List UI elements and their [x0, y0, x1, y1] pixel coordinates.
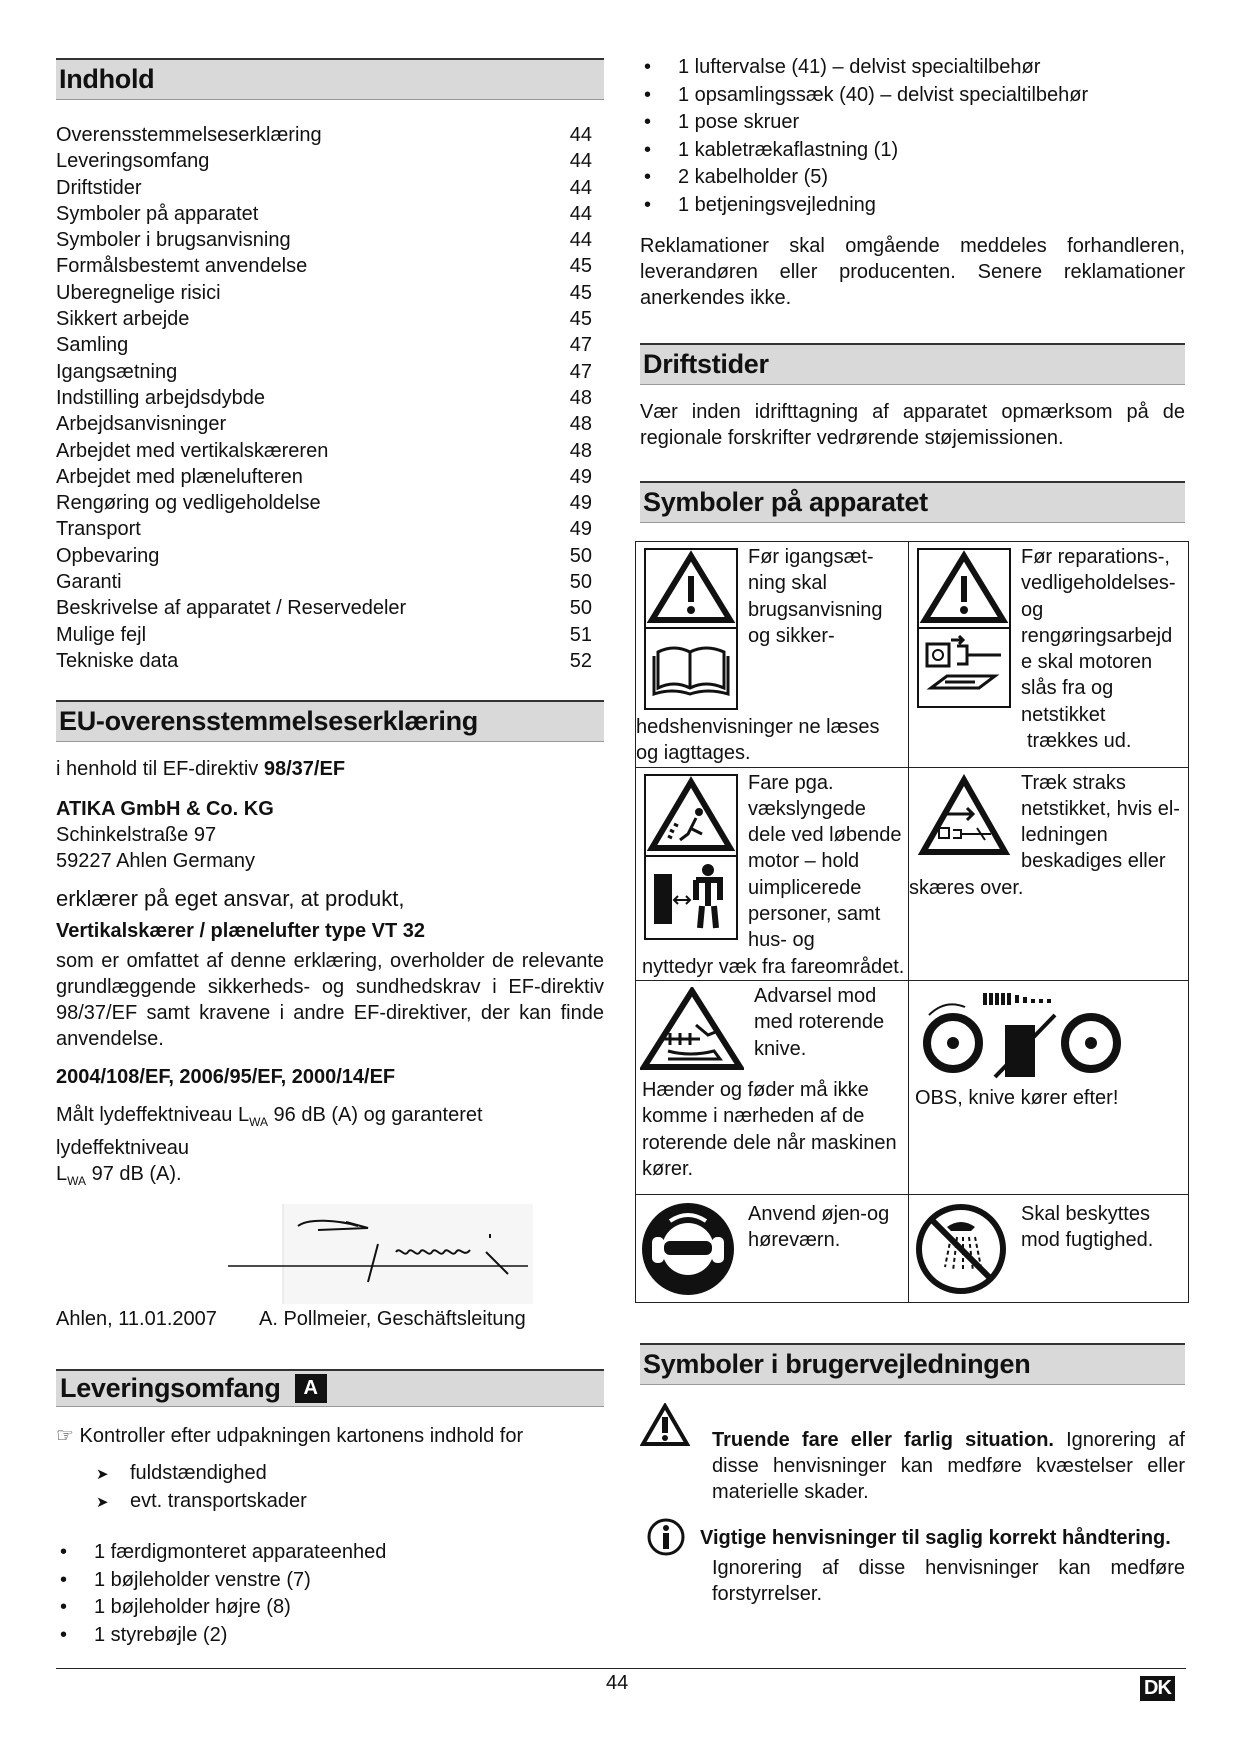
delivery-item: • 1 betjeningsvejledning [640, 192, 1185, 220]
toc-entry-label: Symboler på apparatet [56, 202, 259, 225]
toc-entry-label: Rengøring og vedligeholdelse [56, 492, 321, 515]
page-number: 44 [606, 1672, 629, 1694]
toc-entry-label: Formålsbestemt anvendelse [56, 255, 308, 278]
symbol-cell-knives-run-on [909, 980, 1189, 1194]
warning-rest: Ignorering af disse henvisninger kan medføre kvæstelser eller materielle skader. [712, 1428, 1185, 1503]
eu-title: EU-overensstemmelseserklæring [59, 706, 479, 737]
toc-entry [56, 411, 604, 437]
toc-entry-label: Arbejdet med plænelufteren [56, 465, 303, 488]
toc-entry [56, 385, 604, 411]
signer-name: A. Pollmeier, Geschäftsleitung [259, 1308, 526, 1331]
noise-sub-2: WA [67, 1174, 87, 1189]
company-name: ATIKA GmbH & Co. KG [56, 798, 274, 821]
toc-entry-page: 45 [569, 255, 592, 278]
toc-entry [56, 253, 604, 279]
check-item: ➤ fuldstændighed [96, 1459, 604, 1487]
toc-entry-page: 49 [569, 465, 592, 488]
noise-level: Målt lydeffektniveau $L_{WA}$ 96 dB (A) og garanteret lydeffektniveau $L_{WA}$ 97 dB (A). [56, 1104, 483, 1189]
manual-symbols-title: Symboler i brugervejledningen [643, 1348, 1031, 1379]
toc-entry [56, 648, 604, 674]
warning-triangle-icon [640, 1403, 690, 1447]
symbol-text-read-manual: Før igangsæt-ning skal brugsanvisning og sikker-hedshenvisninger ne læses og iagttages. [636, 546, 883, 765]
info-rest: Ignorering af disse henvisninger kan medføre forstyrrelser. [712, 1556, 1185, 1605]
delivery-check-text: Kontroller efter udpakningen kartonens indhold for [79, 1425, 524, 1448]
info-icon [646, 1517, 686, 1557]
symbols-heading [640, 481, 1185, 523]
toc-title: Indhold [59, 64, 155, 94]
toc-entry-page: 48 [569, 386, 592, 409]
toc-entry-page: 49 [569, 518, 592, 541]
toc-entry-label: Driftstider [56, 176, 142, 199]
toc-entry-label: Samling [56, 334, 129, 357]
delivery-item: • 1 luftervalse (41) – delvist specialtilbehør [640, 54, 1185, 82]
product-name: Vertikalskærer / plænelufter type VT 32 [56, 920, 426, 943]
toc-entry [56, 622, 604, 648]
toc-entry-page: 44 [569, 229, 592, 252]
toc-entry-label: Igangsætning [56, 360, 178, 383]
symbol-text-cable: Træk straks netstikket, hvis el-ledningen beskadiges eller skæres over. [909, 771, 1180, 899]
thrown-objects-warning-icon [644, 774, 738, 940]
warning-bold: Truende fare eller farlig situation. [712, 1428, 1054, 1451]
figure-letter-badge: A [295, 1374, 327, 1403]
left-column [56, 58, 604, 1649]
info-bold: Vigtige henvisninger til saglig korrekt håndtering. [700, 1526, 1171, 1549]
symbol-cell-unplug [909, 542, 1189, 768]
symbols-table [635, 541, 1189, 1303]
symbol-text-knives-run-on: OBS, knive kører efter! [915, 1086, 1119, 1109]
directives-list: 2004/108/EF, 2006/95/EF, 2000/14/EF [56, 1066, 396, 1089]
symbol-cell-read-manual [636, 542, 909, 768]
toc-entry-label: Arbejdet med vertikalskæreren [56, 439, 329, 462]
symbol-text-eye-ear-protection: Anvend øjen-og høreværn. [748, 1202, 890, 1252]
delivery-item: • 1 opsamlingssæk (40) – delvist specialtilbehør [640, 82, 1185, 110]
symbol-cell-thrown-parts [636, 767, 909, 980]
delivery-items-left [56, 1539, 604, 1649]
symbol-cell-rotating-knives [636, 980, 909, 1194]
footer-rule [56, 1668, 1186, 1669]
toc-entry [56, 227, 604, 253]
toc-entry [56, 569, 604, 595]
toc-entry-page: 48 [569, 439, 592, 462]
toc-heading [56, 58, 604, 100]
toc-entry-label: Uberegnelige risici [56, 281, 221, 304]
pointing-hand-icon: ☞ [56, 1425, 74, 1448]
toc-entry [56, 306, 604, 332]
toc-entry-page: 44 [569, 176, 592, 199]
toc-entry-label: Indstilling arbejdsdybde [56, 386, 266, 409]
toc-entry-page: 50 [569, 597, 592, 620]
blades-run-on-icon [915, 985, 1135, 1085]
toc-entry [56, 516, 604, 542]
toc-entry-page: 44 [569, 150, 592, 173]
toc-entry-label: Mulige fejl [56, 623, 147, 646]
symbol-text-unplug-end: trækkes ud. [1027, 730, 1132, 753]
info-explanation [640, 1517, 1185, 1607]
toc-entry-page: 48 [569, 413, 592, 436]
toc-entry-label: Leveringsomfang [56, 150, 210, 173]
check-item: ➤ evt. transportskader [96, 1487, 604, 1515]
signature-line [56, 1308, 604, 1331]
delivery-item: • 1 bøjleholder venstre (7) [56, 1567, 604, 1595]
delivery-item: • 1 styrebøjle (2) [56, 1622, 604, 1650]
toc-entry [56, 148, 604, 174]
delivery-title: Leveringsomfang [60, 1373, 281, 1404]
warning-explanation [640, 1403, 1185, 1505]
toc-entry [56, 332, 604, 358]
place-date: Ahlen, 11.01.2007 [56, 1308, 217, 1331]
toc-entry-page: 47 [569, 334, 592, 357]
symbol-text-rotating-knives-body: Hænder og føder må ikke komme i nærheden af de roterende dele når maskinen kører. [642, 1078, 897, 1180]
toc-entry-page: 50 [569, 544, 592, 567]
toc-entry [56, 122, 604, 148]
toc-entry [56, 464, 604, 490]
toc-entry-label: Beskrivelse af apparatet / Reservedeler [56, 597, 407, 620]
warning-text [712, 1403, 1185, 1505]
toc-entry-label: Overensstemmelseserklæring [56, 124, 322, 146]
toc-entry-page: 49 [569, 492, 592, 515]
eu-heading [56, 700, 604, 742]
toc-entry [56, 280, 604, 306]
delivery-item: • 1 bøjleholder højre (8) [56, 1594, 604, 1622]
delivery-item: • 2 kabelholder (5) [640, 164, 1185, 192]
toc-entry [56, 438, 604, 464]
operating-body: Vær inden idrifttagning af apparatet opmærksom på de regionale forskrifter vedrørende støjemissionen. [640, 401, 1185, 449]
eye-ear-protection-icon [640, 1201, 736, 1297]
declaration-body: som er omfattet af denne erklæring, overholder de relevante grundlæggende sikkerheds- og sundhedskrav i EF-direktiv 98/37/EF samt kravene i andre EF-direktiver, der kan finde anvendelse. [56, 950, 604, 1051]
toc-entry-label: Sikkert arbejde [56, 308, 190, 331]
delivery-heading [56, 1369, 604, 1407]
noise-sub-1: WA [249, 1115, 268, 1130]
toc-entry-label: Garanti [56, 571, 122, 594]
delivery-item: • 1 kabletrækaflastning (1) [640, 137, 1185, 165]
toc-entry-page: 44 [569, 124, 592, 146]
delivery-check [56, 1423, 604, 1449]
symbol-cell-cable [909, 767, 1189, 980]
toc-entry [56, 175, 604, 201]
toc-entry [56, 490, 604, 516]
noise-text-c: 97 dB (A). [86, 1163, 182, 1186]
toc-entry-label: Tekniske data [56, 649, 179, 672]
directive-prefix: i henhold til EF-direktiv [56, 758, 264, 781]
declaration-text: erklærer på eget ansvar, at produkt, [56, 886, 405, 912]
complaints-text: Reklamationer skal omgående meddeles forhandleren, leverandøren eller producenten. Senere reklamationer anerkendes ikke. [640, 235, 1185, 309]
symbol-text-moisture: Skal beskyttes mod fugtighed. [1021, 1202, 1154, 1252]
eu-directive-line [56, 756, 604, 782]
directive-number: 98/37/EF [263, 758, 346, 781]
toc-entry-page: 52 [569, 649, 592, 672]
table-of-contents [56, 122, 604, 674]
signature-image [228, 1204, 568, 1304]
manual-symbols-heading [640, 1343, 1185, 1385]
rotating-blades-warning-icon [640, 987, 744, 1073]
symbol-text-rotating-knives: Advarsel mod med roterende knive. [754, 984, 885, 1060]
noise-text-a: Målt lydeffektniveau L [56, 1104, 250, 1127]
symbol-text-thrown-parts-end: nyttedyr væk fra fareområdet. [642, 955, 905, 978]
right-column [636, 56, 1185, 1607]
toc-entry-page: 44 [569, 202, 592, 225]
toc-entry-page: 45 [569, 308, 592, 331]
toc-entry-label: Symboler i brugsanvisning [56, 229, 291, 252]
symbols-title: Symboler på apparatet [643, 487, 928, 517]
toc-entry [56, 201, 604, 227]
toc-entry-page: 45 [569, 281, 592, 304]
operating-title: Driftstider [643, 349, 769, 379]
warning-unplug-icon [917, 548, 1011, 708]
symbol-text-thrown-parts: Fare pga. vækslyngede dele ved løbende motor – hold uimplicerede personer, samt hus- og [748, 771, 902, 952]
toc-entry [56, 359, 604, 385]
company-street: Schinkelstraße 97 [56, 824, 217, 847]
delivery-items-right [640, 54, 1185, 219]
toc-entry-label: Arbejdsanvisninger [56, 413, 227, 436]
operating-heading [640, 343, 1185, 385]
toc-entry-label: Opbevaring [56, 544, 160, 567]
warning-read-manual-icon [644, 548, 738, 710]
delivery-item: • 1 færdigmonteret apparateenhed [56, 1539, 604, 1567]
toc-entry-page: 51 [569, 623, 592, 646]
country-badge: DK [1140, 1676, 1175, 1701]
symbol-cell-eye-ear-protection [636, 1194, 909, 1302]
toc-entry-page: 50 [569, 571, 592, 594]
company-city: 59227 Ahlen Germany [56, 850, 256, 873]
noise-text-b: 96 dB (A) og garanteret lydeffektniveau [56, 1104, 483, 1160]
symbol-text-unplug: Før reparations-, vedligeholdelses-og rengøringsarbejd e skal motoren slås fra og netstikket [1021, 546, 1176, 726]
delivery-item: • 1 pose skruer [640, 109, 1185, 137]
toc-entry [56, 595, 604, 621]
no-moisture-icon [913, 1201, 1009, 1297]
toc-entry [56, 543, 604, 569]
delivery-checks-list [56, 1459, 604, 1515]
damaged-cable-warning-icon [917, 774, 1011, 860]
toc-entry-page: 47 [569, 360, 592, 383]
symbol-cell-moisture [909, 1194, 1189, 1302]
toc-entry-label: Transport [56, 518, 141, 541]
